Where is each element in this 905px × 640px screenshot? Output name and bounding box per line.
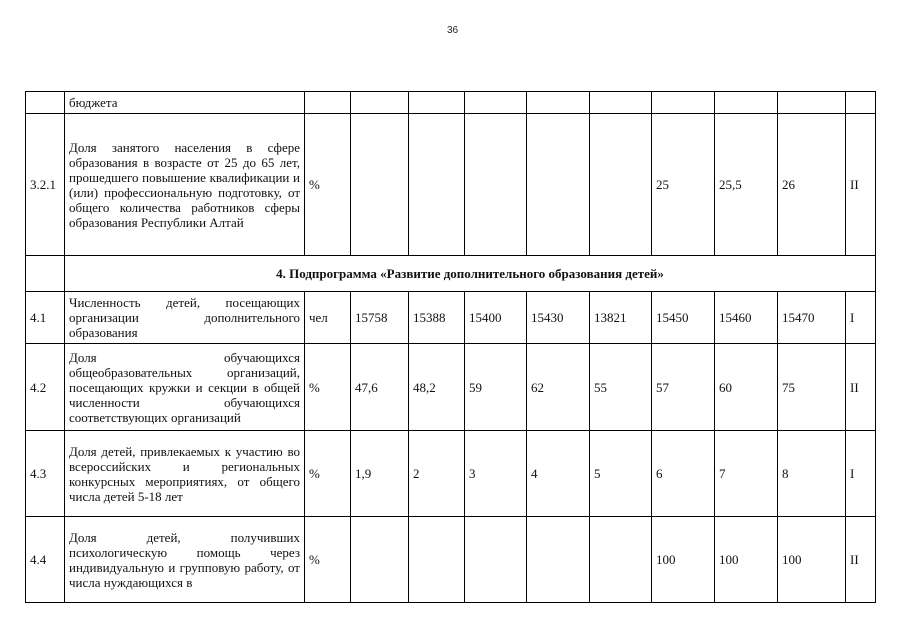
value-cell [465, 92, 527, 114]
indicator-description: Доля детей, привлекаемых к участию во всероссийских и региональных конкурсных мероприятиях, от общего числа детей 5-18 лет [65, 431, 305, 517]
section-empty-cell [26, 256, 65, 292]
value-cell: 5 [590, 431, 652, 517]
indicators-table [25, 91, 876, 603]
value-cell: 60 [715, 344, 778, 431]
value-cell: 100 [778, 517, 846, 603]
table-row [26, 344, 876, 431]
section-title: 4. Подпрограмма «Развитие дополнительного образования детей» [65, 256, 876, 292]
unit-cell [305, 92, 351, 114]
value-cell: 15388 [409, 292, 465, 344]
value-cell [527, 92, 590, 114]
value-cell: 8 [778, 431, 846, 517]
value-cell: 59 [465, 344, 527, 431]
category-cell: I [846, 292, 876, 344]
row-number: 3.2.1 [26, 114, 65, 256]
value-cell: 4 [527, 431, 590, 517]
page-number: 36 [446, 25, 459, 36]
category-cell: II [846, 344, 876, 431]
unit-cell: % [305, 344, 351, 431]
value-cell: 2 [409, 431, 465, 517]
value-cell: 15430 [527, 292, 590, 344]
section-header-row [26, 256, 876, 292]
value-cell: 26 [778, 114, 846, 256]
value-cell: 1,9 [351, 431, 409, 517]
value-cell: 15400 [465, 292, 527, 344]
indicator-description: Доля обучающихся общеобразовательных организаций, посещающих кружки и секции в общей численности обучающихся соответствующих организаций [65, 344, 305, 431]
unit-cell: % [305, 431, 351, 517]
indicator-description: Доля занятого населения в сфере образования в возрасте от 25 до 65 лет, прошедшего повышение квалификации и (или) профессиональную подготовку, от общего количества работников сферы образования Республики Алтай [65, 114, 305, 256]
table-body [26, 92, 876, 603]
row-number: 4.3 [26, 431, 65, 517]
value-cell: 15460 [715, 292, 778, 344]
value-cell: 15450 [652, 292, 715, 344]
unit-cell: % [305, 517, 351, 603]
table-row [26, 114, 876, 256]
value-cell: 55 [590, 344, 652, 431]
value-cell [465, 517, 527, 603]
category-cell: II [846, 114, 876, 256]
category-cell: II [846, 517, 876, 603]
indicator-description: Доля детей, получивших психологическую помощь через индивидуальную и групповую работу, от числа нуждающихся в [65, 517, 305, 603]
value-cell [409, 92, 465, 114]
row-number: 4.1 [26, 292, 65, 344]
table-row [26, 431, 876, 517]
value-cell [351, 114, 409, 256]
value-cell [409, 517, 465, 603]
indicator-description: бюджета [65, 92, 305, 114]
row-number: 4.2 [26, 344, 65, 431]
value-cell [527, 114, 590, 256]
value-cell: 100 [715, 517, 778, 603]
table-row [26, 517, 876, 603]
category-cell [846, 92, 876, 114]
value-cell: 25 [652, 114, 715, 256]
value-cell [351, 92, 409, 114]
value-cell [778, 92, 846, 114]
unit-cell: % [305, 114, 351, 256]
indicator-description: Численность детей, посещающих организации дополнительного образования [65, 292, 305, 344]
row-number: 4.4 [26, 517, 65, 603]
table-row [26, 92, 876, 114]
value-cell [652, 92, 715, 114]
value-cell: 15758 [351, 292, 409, 344]
value-cell [409, 114, 465, 256]
value-cell: 15470 [778, 292, 846, 344]
unit-cell: чел [305, 292, 351, 344]
value-cell: 25,5 [715, 114, 778, 256]
category-cell: I [846, 431, 876, 517]
value-cell [465, 114, 527, 256]
value-cell: 47,6 [351, 344, 409, 431]
value-cell [590, 92, 652, 114]
value-cell: 48,2 [409, 344, 465, 431]
value-cell: 57 [652, 344, 715, 431]
value-cell [715, 92, 778, 114]
value-cell [590, 114, 652, 256]
value-cell: 6 [652, 431, 715, 517]
value-cell: 3 [465, 431, 527, 517]
value-cell [527, 517, 590, 603]
value-cell: 62 [527, 344, 590, 431]
value-cell: 75 [778, 344, 846, 431]
table-row [26, 292, 876, 344]
value-cell: 100 [652, 517, 715, 603]
value-cell [590, 517, 652, 603]
value-cell: 7 [715, 431, 778, 517]
value-cell: 13821 [590, 292, 652, 344]
value-cell [351, 517, 409, 603]
row-number [26, 92, 65, 114]
